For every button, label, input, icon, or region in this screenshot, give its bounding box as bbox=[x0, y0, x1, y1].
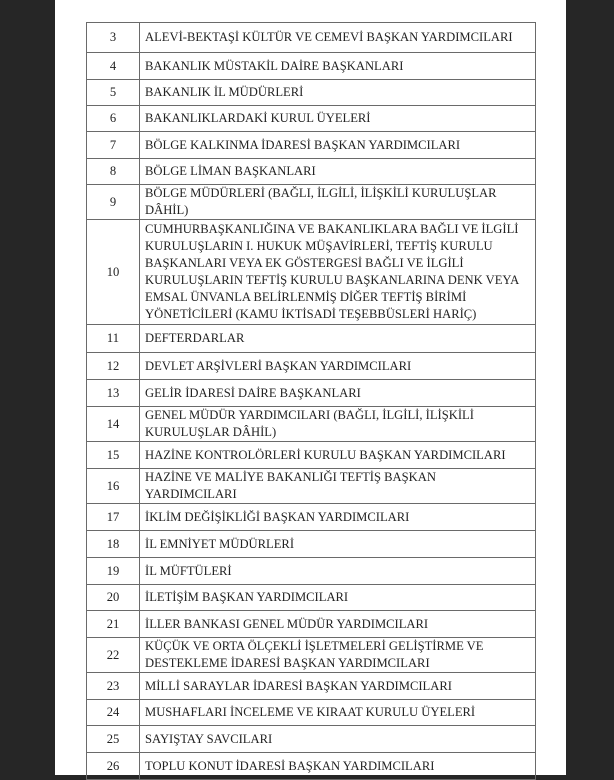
positions-table bbox=[86, 22, 536, 780]
row-number: 18 bbox=[87, 531, 140, 558]
row-title: İL MÜFTÜLERİ bbox=[140, 558, 536, 585]
row-title: İKLİM DEĞİŞİKLİĞİ BAŞKAN YARDIMCILARI bbox=[140, 504, 536, 531]
table-row bbox=[87, 585, 536, 611]
row-number: 23 bbox=[87, 673, 140, 700]
table-row bbox=[87, 558, 536, 585]
row-number: 3 bbox=[87, 23, 140, 53]
document-page bbox=[55, 0, 566, 775]
row-title: SAYIŞTAY SAVCILARI bbox=[140, 726, 536, 753]
table-row bbox=[87, 220, 536, 325]
row-number: 4 bbox=[87, 53, 140, 80]
row-title: BÖLGE MÜDÜRLERİ (BAĞLI, İLGİLİ, İLİŞKİLİ KURULUŞLAR DÂHİL) bbox=[140, 185, 536, 220]
table-row bbox=[87, 673, 536, 700]
row-title: BÖLGE LİMAN BAŞKANLARI bbox=[140, 159, 536, 185]
row-title: HAZİNE KONTROLÖRLERİ KURULU BAŞKAN YARDIMCILARI bbox=[140, 442, 536, 469]
table-row bbox=[87, 353, 536, 380]
table-row bbox=[87, 611, 536, 638]
row-title: İL EMNİYET MÜDÜRLERİ bbox=[140, 531, 536, 558]
row-title: BÖLGE KALKINMA İDARESİ BAŞKAN YARDIMCILARI bbox=[140, 132, 536, 159]
row-number: 16 bbox=[87, 469, 140, 504]
row-title: KÜÇÜK VE ORTA ÖLÇEKLİ İŞLETMELERİ GELİŞTİRME VE DESTEKLEME İDARESİ BAŞKAN YARDIMCILARI bbox=[140, 638, 536, 673]
table-row bbox=[87, 185, 536, 220]
row-title: İLETİŞİM BAŞKAN YARDIMCILARI bbox=[140, 585, 536, 611]
row-number: 19 bbox=[87, 558, 140, 585]
row-title: ALEVİ-BEKTAŞİ KÜLTÜR VE CEMEVİ BAŞKAN YARDIMCILARI bbox=[140, 23, 536, 53]
table-row bbox=[87, 638, 536, 673]
table-row bbox=[87, 132, 536, 159]
row-title: BAKANLIK İL MÜDÜRLERİ bbox=[140, 80, 536, 106]
row-number: 22 bbox=[87, 638, 140, 673]
row-number: 13 bbox=[87, 380, 140, 407]
row-number: 6 bbox=[87, 106, 140, 132]
table-row bbox=[87, 700, 536, 726]
row-number: 17 bbox=[87, 504, 140, 531]
table-row bbox=[87, 106, 536, 132]
table-row bbox=[87, 159, 536, 185]
row-number: 25 bbox=[87, 726, 140, 753]
row-number: 11 bbox=[87, 325, 140, 353]
row-number: 24 bbox=[87, 700, 140, 726]
table-row bbox=[87, 53, 536, 80]
row-number: 5 bbox=[87, 80, 140, 106]
table-row bbox=[87, 407, 536, 442]
row-title: TOPLU KONUT İDARESİ BAŞKAN YARDIMCILARI bbox=[140, 753, 536, 780]
row-number: 20 bbox=[87, 585, 140, 611]
row-title: BAKANLIKLARDAKİ KURUL ÜYELERİ bbox=[140, 106, 536, 132]
table-row bbox=[87, 442, 536, 469]
table-row bbox=[87, 726, 536, 753]
row-title: BAKANLIK MÜSTAKİL DAİRE BAŞKANLARI bbox=[140, 53, 536, 80]
row-number: 12 bbox=[87, 353, 140, 380]
row-title: GELİR İDARESİ DAİRE BAŞKANLARI bbox=[140, 380, 536, 407]
row-number: 7 bbox=[87, 132, 140, 159]
row-title: GENEL MÜDÜR YARDIMCILARI (BAĞLI, İLGİLİ, İLİŞKİLİ KURULUŞLAR DÂHİL) bbox=[140, 407, 536, 442]
row-number: 14 bbox=[87, 407, 140, 442]
row-number: 10 bbox=[87, 220, 140, 325]
row-number: 21 bbox=[87, 611, 140, 638]
table-row bbox=[87, 23, 536, 53]
row-title: İLLER BANKASI GENEL MÜDÜR YARDIMCILARI bbox=[140, 611, 536, 638]
row-title: MUSHAFLARI İNCELEME VE KIRAAT KURULU ÜYELERİ bbox=[140, 700, 536, 726]
table-row bbox=[87, 531, 536, 558]
table-row bbox=[87, 80, 536, 106]
row-number: 8 bbox=[87, 159, 140, 185]
table-row bbox=[87, 504, 536, 531]
table-row bbox=[87, 753, 536, 780]
row-number: 26 bbox=[87, 753, 140, 780]
table-row bbox=[87, 325, 536, 353]
table-row bbox=[87, 380, 536, 407]
row-number: 9 bbox=[87, 185, 140, 220]
table-row bbox=[87, 469, 536, 504]
row-number: 15 bbox=[87, 442, 140, 469]
row-title: DEFTERDARLAR bbox=[140, 325, 536, 353]
row-title: CUMHURBAŞKANLIĞINA VE BAKANLIKLARA BAĞLI VE İLGİLİ KURULUŞLARIN I. HUKUK MÜŞAVİRLERİ, TEFTİŞ KURULU BAŞKANLARI VEYA EK GÖSTERGESİ BAĞLI VE İLGİLİ KURULUŞLARIN TEFTİŞ KURULU BAŞKANLARINA DENK VEYA EMSAL ÜNVANLA BELİRLENMİŞ DİĞER TEFTİŞ BİRİMİ YÖNETİCİLERİ (KAMU İKTİSADİ TEŞEBBÜSLERİ HARİÇ) bbox=[140, 220, 536, 325]
row-title: MİLLİ SARAYLAR İDARESİ BAŞKAN YARDIMCILARI bbox=[140, 673, 536, 700]
row-title: DEVLET ARŞİVLERİ BAŞKAN YARDIMCILARI bbox=[140, 353, 536, 380]
row-title: HAZİNE VE MALİYE BAKANLIĞI TEFTİŞ BAŞKAN YARDIMCILARI bbox=[140, 469, 536, 504]
